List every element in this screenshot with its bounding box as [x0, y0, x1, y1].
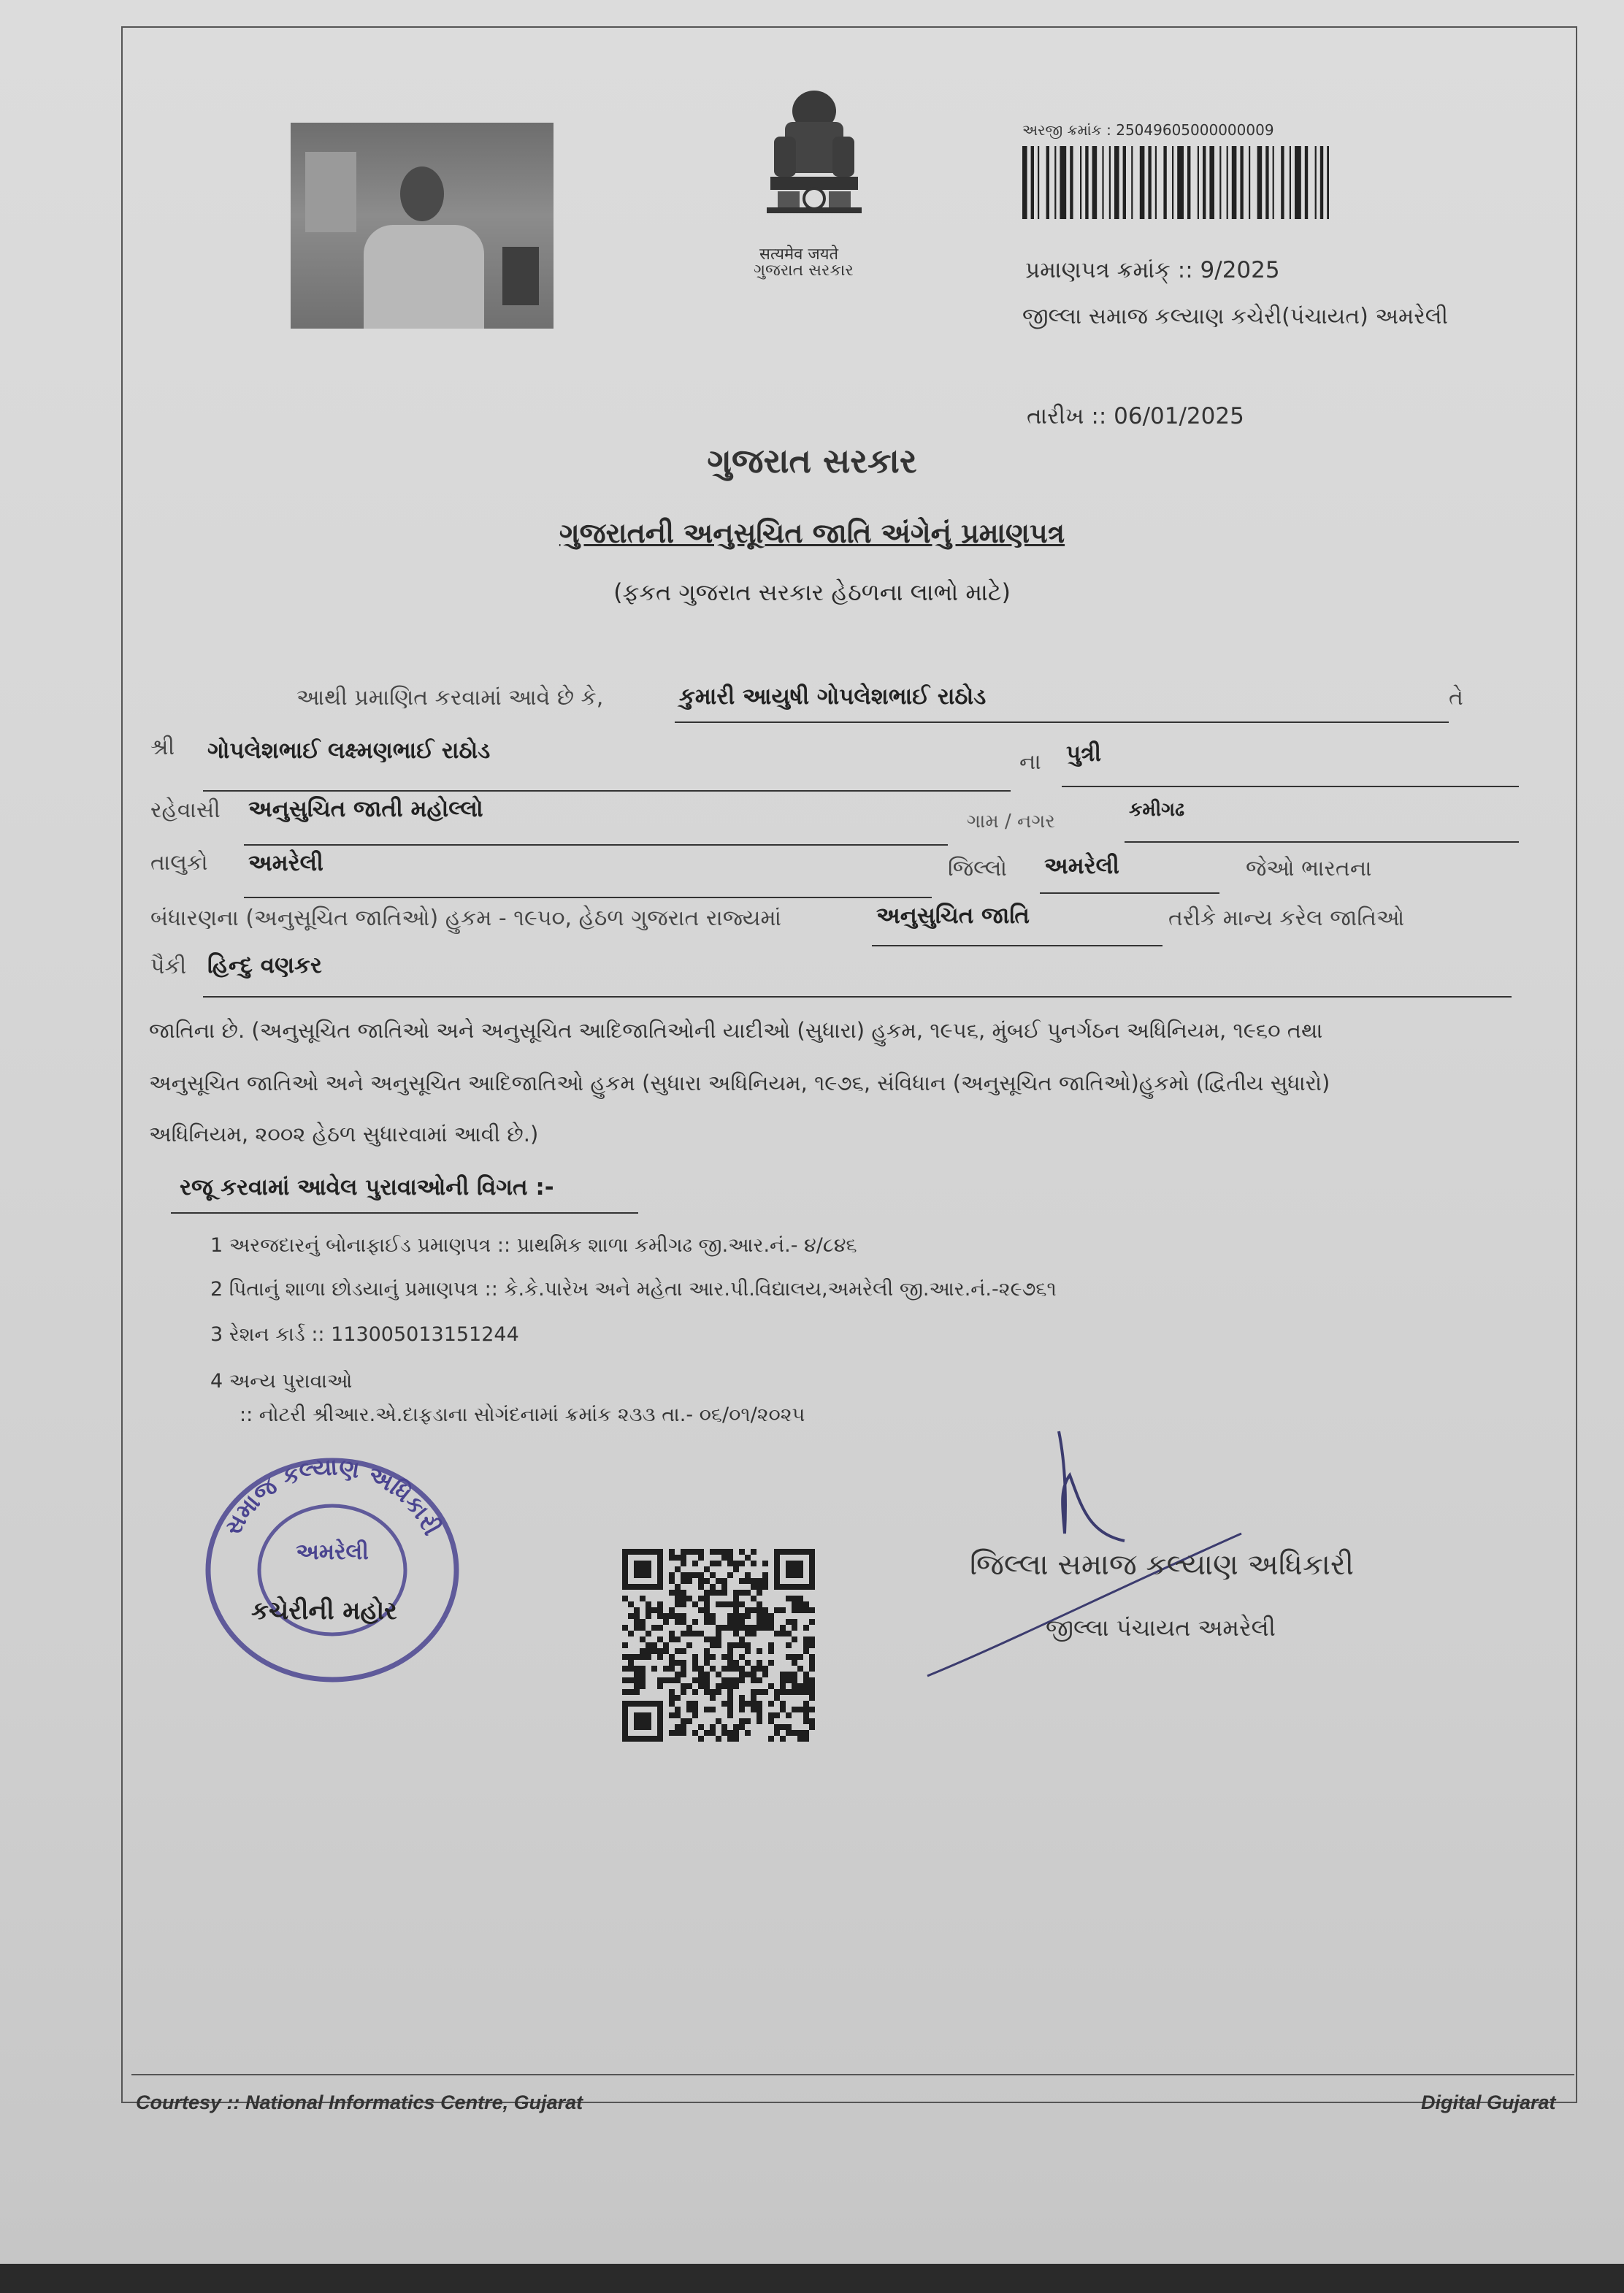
legal-paragraph-line-2: અનુસૂચિત જાતિઓ અને અનુસૂચિત આદિજાતિઓ હુકમ (સુધારા અધિનિયમ, ૧૯૭૬, સંવિધાન (અનુસૂચિત જાતિઓ)હુકમો (દ્વિતીય સુધારો) — [149, 1071, 1330, 1095]
resident-area: અનુસુચિત જાતી મહોલ્લો — [248, 796, 483, 822]
issue-date-value: 06/01/2025 — [1114, 403, 1244, 429]
footer-divider — [131, 2074, 1574, 2075]
issue-date-label: તારીખ :: — [1027, 403, 1114, 429]
legal-paragraph-line-3: અધિનિયમ, ૨૦૦૨ હેઠળ સુધારવામાં આવી છે.) — [149, 1122, 539, 1146]
evidence-item-2: 2 પિતાનું શાળા છોડયાનું પ્રમાણપત્ર :: કે.કે.પારેખ અને મહેતા આર.પી.વિદ્યાલય,અમરેલી જી.આર.નં.-૨૯૭૬૧ — [210, 1278, 1057, 1301]
recognized-text: તરીકે માન્ય કરેલ જાતિઓ — [1168, 906, 1405, 931]
application-number: અરજી ક્રમાંક : 25049605000000009 — [1022, 121, 1274, 139]
district-label: જિલ્લો — [948, 856, 1007, 881]
intro-text: આથી પ્રમાણિત કરવામાં આવે છે કે, — [296, 685, 604, 711]
office-name: જીલ્લા સમાજ કલ્યાણ કચેરી(પંચાયત) અમરેલી — [1022, 304, 1448, 329]
issue-date — [1027, 403, 1244, 430]
taluka-label: તાલુકો — [150, 850, 208, 876]
evidence-heading-line — [171, 1212, 638, 1214]
caste-category: અનુસુચિત જાતિ — [876, 903, 1030, 929]
taluka: અમરેલી — [248, 850, 323, 876]
evidence-heading: રજૂ કરવામાં આવેલ પુરાવાઓની વિગત :- — [180, 1174, 554, 1201]
office-seal-label: કચેરીની મહોર — [251, 1596, 397, 1626]
qr-code — [622, 1547, 815, 1744]
certificate-number-value: 9/2025 — [1200, 257, 1280, 283]
national-emblem-icon — [745, 82, 884, 250]
constitution-text: બંધારણના (અનુસૂચિત જાતિઓ) હુકમ - ૧૯૫૦, હેઠળ ગુજરાત રાજ્યમાં — [150, 906, 781, 931]
father-name-line — [203, 790, 1011, 792]
caste-name-line — [203, 996, 1512, 998]
taluka-line — [244, 897, 932, 898]
shri-label: શ્રી — [150, 735, 175, 760]
footer-courtesy: Courtesy :: National Informatics Centre, Gujarat — [136, 2091, 583, 2113]
seal-inner-text: અમરેલી — [296, 1539, 369, 1565]
applicant-name: કુમારી આયુષી ગોપલેશભાઈ રાઠોડ — [679, 684, 987, 710]
resident-line — [244, 844, 948, 846]
government-title: ગુજરાત સરકાર — [707, 441, 917, 481]
relation: પુત્રી — [1066, 740, 1102, 767]
certificate-subtitle: (ફકત ગુજરાત સરકાર હેઠળના લાભો માટે) — [613, 578, 1011, 606]
applicant-photo — [291, 123, 554, 329]
evidence-item-4-detail: :: નોટરી શ્રીઆર.એ.દાફડાના સોગંદનામાં ક્રમાંક ૨૩૩ તા.- ૦૬/૦૧/૨૦૨૫ — [240, 1404, 805, 1426]
certificate-number — [1025, 257, 1280, 284]
district: અમરેલી — [1044, 853, 1119, 879]
evidence-item-4: 4 અન્ય પુરાવાઓ — [210, 1370, 353, 1393]
page-border — [121, 26, 1577, 2103]
applicant-name-line — [675, 721, 1449, 723]
village: કમીગઢ — [1129, 799, 1185, 821]
village-label: ગામ / નગર — [967, 811, 1055, 832]
footer-digital-gujarat: Digital Gujarat — [1421, 2091, 1556, 2113]
among-label: પૈકી — [150, 954, 187, 979]
father-name: ગોપલેશભાઈ લક્ષ્મણભાઈ રાઠોડ — [207, 738, 491, 764]
signatory-office: જીલ્લા પંચાયત અમરેલી — [1046, 1614, 1276, 1642]
certificate-number-label: પ્રમાણપત્ર ક્રમાંક્ :: — [1025, 257, 1200, 283]
certificate-title: ગુજરાતની અનુસૂચિત જાતિ અંગેનું પ્રમાણપત્ર — [559, 517, 1065, 549]
india-text: જેઓ ભારતના — [1246, 856, 1372, 881]
emblem-motto: सत्यमेव जयते — [759, 245, 839, 264]
evidence-item-3: 3 રેશન કાર્ડ :: 113005013151244 — [210, 1323, 519, 1346]
legal-paragraph-line-1: જાતિના છે. (અનુસૂચિત જાતિઓ અને અનુસૂચિત આદિજાતિઓની યાદીઓ (સુધારા) હુકમ, ૧૯૫૬, મુંબઈ પુનર્ગઠન અધિનિયમ, ૧૯૬૦ તથા — [149, 1018, 1323, 1043]
na-text: ના — [1019, 749, 1041, 775]
caste-category-line — [872, 945, 1163, 946]
office-seal-stamp — [197, 1450, 467, 1691]
district-line — [1040, 892, 1219, 894]
emblem-subtitle: ગુજરાત સરકાર — [754, 261, 854, 280]
evidence-item-1: 1 અરજદારનું બોનાફાઈડ પ્રમાણપત્ર :: પ્રાથમિક શાળા કમીગઢ જી.આર.નં.- ૪/૮૪૬ — [210, 1234, 857, 1257]
seal-outer-text: સમાજ કલ્યાણ અધિકારી — [218, 1452, 446, 1540]
barcode — [1022, 146, 1329, 219]
relation-line — [1062, 786, 1519, 787]
village-line — [1125, 841, 1519, 843]
signatory-title: જિલ્લા સમાજ કલ્યાણ અધિકારી — [970, 1548, 1355, 1582]
caste-name: હિન્દુ વણકર — [207, 952, 322, 979]
te-text: તે — [1449, 685, 1463, 711]
resident-label: રહેવાસી — [150, 797, 221, 823]
